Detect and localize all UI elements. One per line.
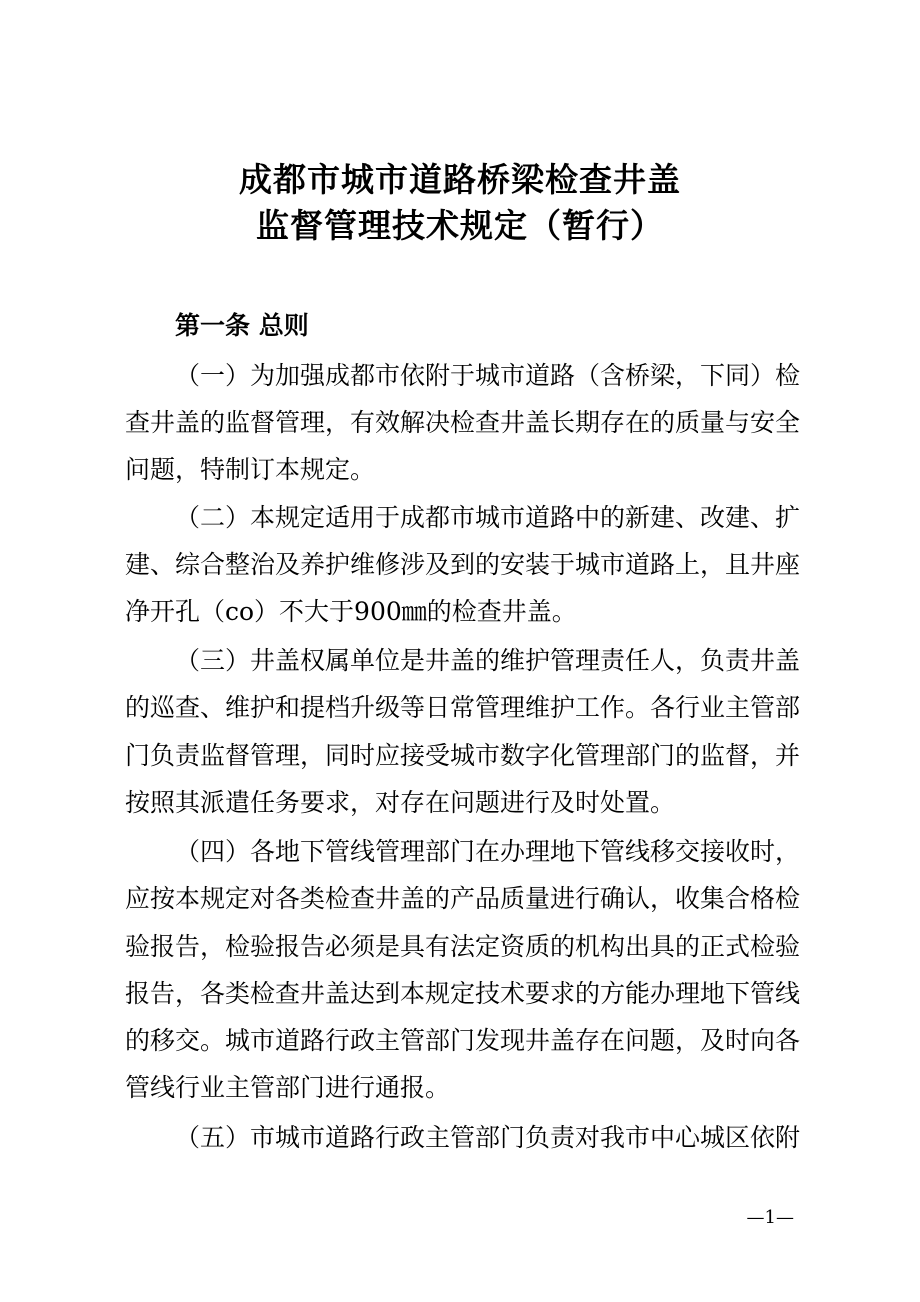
- paragraph-3-line-2: 的巡查、维护和提档升级等日常管理维护工作。各行业主管部: [125, 693, 801, 722]
- paragraph-4-line-6: 管线行业主管部门进行通报。: [125, 1073, 451, 1102]
- paragraph-2-line-1: （二）本规定适用于成都市城市道路中的新建、改建、扩: [175, 503, 801, 532]
- document-title-line-1: 成都市城市道路桥梁检查井盖: [239, 160, 681, 199]
- paragraph-1-line-2: 查井盖的监督管理，有效解决检查井盖长期存在的质量与安全: [125, 408, 801, 437]
- paragraph-4-line-4: 报告，各类检查井盖达到本规定技术要求的方能办理地下管线: [125, 979, 801, 1008]
- paragraph-1-line-3: 问题，特制订本规定。: [125, 455, 376, 484]
- paragraph-4-line-5: 的移交。城市道路行政主管部门发现井盖存在问题，及时向各: [125, 1026, 801, 1055]
- section-heading: 第一条 总则: [175, 311, 309, 340]
- paragraph-2-line-3: 净开孔（co）不大于900㎜的检查井盖。: [125, 597, 577, 626]
- paragraph-4-line-2: 应按本规定对各类检查井盖的产品质量进行确认，收集合格检: [125, 884, 801, 913]
- paragraph-2-line-2: 建、综合整治及养护维修涉及到的安装于城市道路上，且井座: [125, 550, 801, 579]
- paragraph-3-line-3: 门负责监督管理，同时应接受城市数字化管理部门的监督，并: [125, 741, 801, 770]
- page-number: —1—: [746, 1207, 794, 1228]
- paragraph-1-line-1: （一）为加强成都市依附于城市道路（含桥梁，下同）检: [175, 361, 801, 390]
- paragraph-4-line-1: （四）各地下管线管理部门在办理地下管线移交接收时，: [175, 837, 801, 866]
- paragraph-4-line-3: 验报告，检验报告必须是具有法定资质的机构出具的正式检验: [125, 932, 801, 961]
- paragraph-3-line-1: （三）井盖权属单位是井盖的维护管理责任人，负责井盖: [175, 646, 801, 675]
- paragraph-3-line-4: 按照其派遣任务要求，对存在问题进行及时处置。: [125, 788, 676, 817]
- paragraph-5-line-1: （五）市城市道路行政主管部门负责对我市中心城区依附: [175, 1123, 801, 1152]
- document-title-line-2: 监督管理技术规定（暂行）: [256, 206, 664, 245]
